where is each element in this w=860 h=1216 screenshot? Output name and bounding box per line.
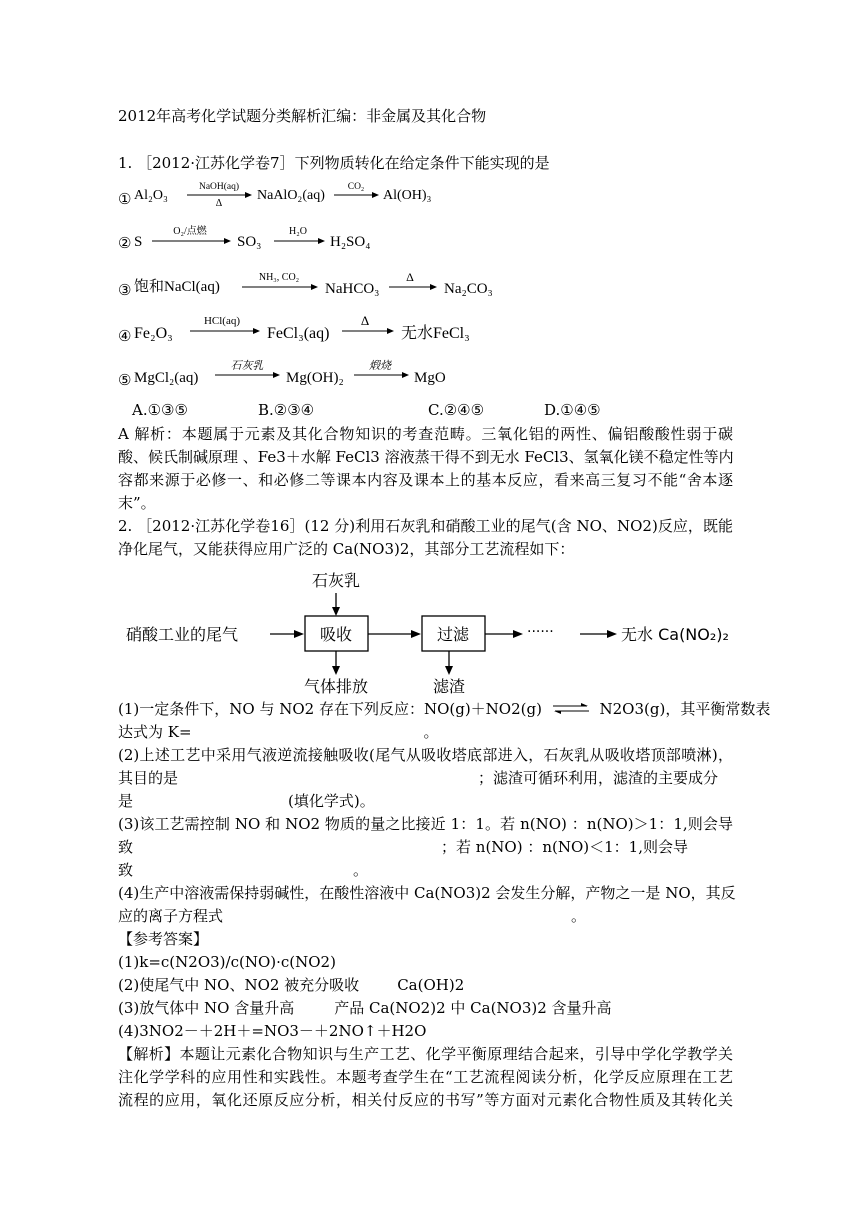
flow-gas-out-label: 气体排放 [303,677,369,696]
reaction-5-cond-2: 煅烧 [369,360,391,372]
answer-header: 【参考答案】 [118,930,209,948]
flow-arrowhead-reagent [332,607,340,616]
option-c: C.②④⑤ [428,401,485,419]
reaction-4-species-2: FeCl₃(aq) [267,325,330,342]
reaction-3-arrowhead-1 [311,284,318,290]
reaction-4-cond-2: Δ [360,313,370,328]
q2-part4-text-c: 。 [571,907,587,925]
reaction-2-cond-2: H₂O [289,226,307,237]
answer-2b: Ca(OH)2 [397,976,465,994]
reaction-5-arrowhead-2 [402,372,409,378]
answer-2-line [118,975,464,995]
q1-analysis-line-4: 末”。 [118,494,156,512]
reaction-1-cond-2: CO₂ [347,182,365,192]
flow-residue-label: 滤渣 [432,677,466,696]
flow-arrowhead-gas [332,666,340,675]
q1-analysis-line-2: 酸、候氏制碱原理 、Fe3＋水解 FeCl3 溶液蒸干得不到无水 FeCl3、氢氧化镁不稳定性等内 [118,448,734,466]
q2-part2-text-b: 其目的是 [118,769,179,787]
option-b: B.②③④ [258,401,315,419]
reaction-3-species-1: 饱和NaCl(aq) [134,279,220,295]
reaction-2-scheme [118,222,738,262]
q1-analysis-line-3: 容都来源于必修一、和必修二等课本内容及课本上的基本反应，看来高三复习不能“舍本逐 [118,471,733,489]
q2-part2-line-2 [118,768,718,788]
q2-part2-text-c: ；滤渣可循环利用，滤渣的主要成分 [478,769,719,787]
reaction-1-arrowhead-1 [245,192,252,198]
q2-part3-text-e: 。 [353,861,369,879]
reaction-4-cond-1: HCl(aq) [203,315,241,327]
answer-3b: 产品 Ca(NO2)2 中 Ca(NO3)2 含量升高 [334,999,612,1017]
option-d: D.①④⑤ [544,401,601,419]
q2-part2-text-e: (填化学式)。 [288,792,375,810]
reaction-4 [118,313,738,353]
flow-arrowhead-input [294,630,304,638]
flow-box-filter-label: 过滤 [436,625,470,644]
reaction-5-number: ⑤ [118,373,132,389]
reaction-1-species-1: Al₂O₃ [134,188,168,203]
reaction-3 [118,268,738,308]
q2-part1-line-1 [118,699,770,719]
q2-part3-text-b: 致 [118,838,134,856]
reaction-1-arrowhead-2 [372,192,379,198]
flow-box-absorb-label: 吸收 [319,625,353,644]
reaction-4-species-1: Fe₂O₃ [134,325,173,342]
question-1-options [132,401,732,421]
reaction-1-species-2: NaAlO₂(aq) [257,188,325,203]
reaction-2-arrowhead-2 [318,238,325,244]
question-1-stem: 1. ［2012·江苏化学卷7］下列物质转化在给定条件下能实现的是 [118,154,550,172]
reaction-2-species-3: H₂SO₄ [330,234,371,250]
reaction-5 [118,358,738,398]
q2-part1-text-b: N2O3(g)，其平衡常数表 [599,700,771,718]
process-flow-svg [118,560,758,700]
q2-part3-line-1: (3)该工艺需控制 NO 和 NO2 物质的量之比接近 1：1。若 n(NO) ：n(NO)＞1：1,则会导 [118,815,733,833]
reaction-1-number: ① [118,192,132,208]
q2-part1-text-a: (1)一定条件下，NO 与 NO2 存在下列反应：NO(g)＋NO2(g) [118,700,542,718]
question-2-stem-line-2: 净化尾气，又能获得应用广泛的 Ca(NO3)2，其部分工艺流程如下： [118,540,575,558]
reaction-5-scheme [118,358,738,398]
process-flow-diagram [118,560,758,700]
reaction-1 [118,176,738,216]
reaction-5-species-2: Mg(OH)₂ [286,370,344,386]
reaction-3-species-2: NaHCO₃ [325,281,380,297]
document-title: 2012年高考化学试题分类解析汇编：非金属及其化合物 [118,107,487,125]
reaction-4-scheme [118,313,738,353]
reaction-3-number: ③ [118,283,132,299]
q2-part4-line-2 [118,906,586,926]
reaction-4-arrowhead-1 [253,328,260,334]
reaction-3-cond-2: Δ [406,270,414,284]
answer-4: (4)3NO2－＋2H＋=NO3－＋2NO↑＋H2O [118,1022,427,1040]
flow-arrowhead-after-filter [513,630,523,638]
q2-part3-line-3 [118,860,368,880]
flow-input-label: 硝酸工业的尾气 [126,625,239,644]
reaction-5-species-3: MgO [414,370,446,386]
flow-output-label: 无水 Ca(NO₂)₂ [621,625,729,644]
reaction-4-arrowhead-2 [387,328,394,334]
reaction-4-species-3: 无水FeCl₃ [401,325,470,342]
q2-part2-line-1: (2)上述工艺中采用气液逆流接触吸收(尾气从吸收塔底部进入，石灰乳从吸收塔顶部喷淋)， [118,746,733,764]
reaction-1-cond-1-bottom: Δ [215,198,223,209]
q2-part3-text-c: ；若 n(NO) ：n(NO)＜1：1,则会导 [441,838,688,856]
reaction-2-number: ② [118,236,132,252]
reaction-2 [118,222,738,262]
reaction-1-species-3: Al(OH)₃ [383,188,432,203]
answer-1: (1)k=c(N2O3)/c(NO)·c(NO2) [118,953,336,971]
q2-part3-line-2 [118,837,688,857]
reaction-2-species-2: SO₃ [237,234,262,250]
answer-3-line [118,998,612,1018]
question-2-stem-line-1: 2. ［2012·江苏化学卷16］(12 分)利用石灰乳和硝酸工业的尾气(含 NO、NO2)反应，既能 [118,517,733,535]
q2-part2-text-d: 是 [118,792,134,810]
reaction-5-cond-1: 石灰乳 [230,360,264,372]
reaction-4-number: ④ [118,329,132,345]
reaction-1-cond-1: NaOH(aq) [198,182,240,192]
flow-arrowhead-mid [411,630,421,638]
q2-analysis-line-2: 注化学学科的应用性和实践性。本题考查学生在“工艺流程阅读分析，化学反应原理在工艺 [118,1068,733,1086]
answer-3a: (3)放气体中 NO 含量升高 [118,999,295,1017]
reaction-3-scheme [118,268,738,308]
reaction-2-cond-1: O₂/点燃 [173,226,207,237]
answer-2a: (2)使尾气中 NO、NO2 被充分吸收 [118,976,360,994]
reaction-3-species-3: Na₂CO₃ [444,281,493,297]
reaction-3-arrowhead-2 [430,284,437,290]
q2-analysis-line-1: 【解析】本题让元素化合物知识与生产工艺、化学平衡原理结合起来，引导中学化学教学关 [118,1045,733,1063]
reaction-2-arrowhead-1 [224,238,231,244]
reaction-1-scheme [118,176,738,216]
q2-part4-line-1: (4)生产中溶液需保持弱碱性，在酸性溶液中 Ca(NO3)2 会发生分解，产物之一是 NO，其反 [118,884,736,902]
reaction-2-species-1: S [134,234,143,250]
q2-part4-text-b: 应的离子方程式 [118,907,224,925]
q2-part3-text-d: 致 [118,861,134,879]
q2-part1-text-d: 。 [423,723,439,741]
equilibrium-arrow-icon [551,702,591,716]
q1-analysis-line-1: A 解析：本题属于元素及其化合物知识的考查范畴。三氧化铝的两性、偏铝酸酸性弱于碳 [118,425,733,443]
q2-part1-text-c: 达式为 K= [118,723,192,741]
q2-part2-line-3 [118,791,375,811]
option-a: A.①③⑤ [132,401,188,419]
reaction-3-cond-1: NH₃, CO₂ [258,272,300,283]
flow-reagent-label: 石灰乳 [311,571,361,590]
reaction-5-arrowhead-1 [273,372,280,378]
q2-part1-line-2 [118,722,439,742]
flow-dots: ······ [527,624,554,640]
flow-arrowhead-output [607,630,617,638]
reaction-5-species-1: MgCl₂(aq) [134,370,199,386]
q2-analysis-line-3: 流程的应用，氧化还原反应分析，相关付反应的书写”等方面对元素化合物性质及其转化关 [118,1091,733,1109]
flow-arrowhead-residue [445,666,453,675]
